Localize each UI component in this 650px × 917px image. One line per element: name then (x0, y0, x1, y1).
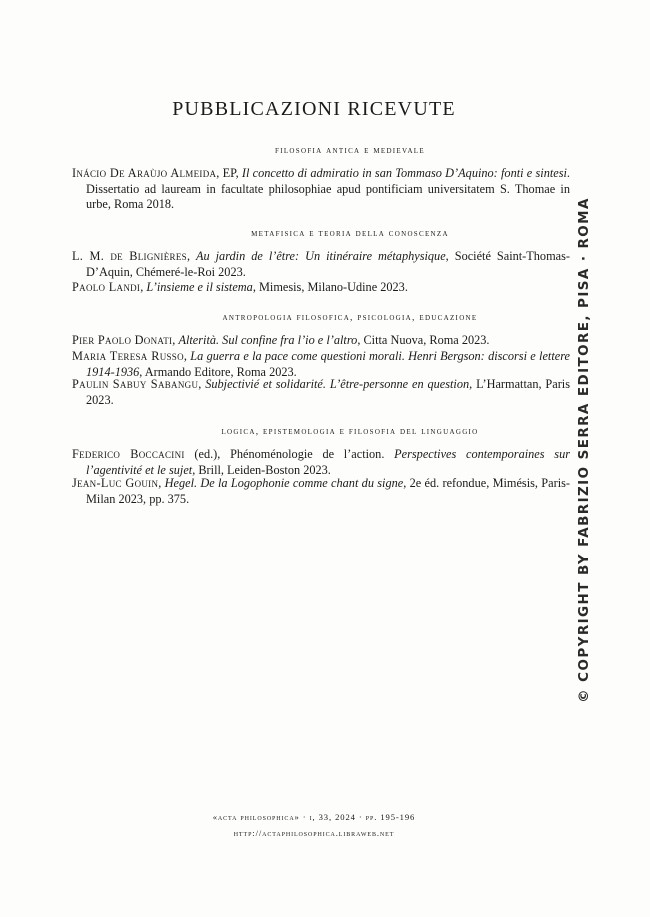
section-heading-logic: logica, epistemologia e filosofia del linguaggio (221, 427, 479, 437)
author-name: Paulin Sabuy Sabangu (72, 377, 199, 391)
author-name: Jean-Luc Gouin (72, 476, 159, 490)
list-item: L. M. de Blignières, Au jardin de l’être: Un itinéraire métaphysique, Société Saint-Thomas-D’Aquin, Chémeré-le-Roi 2023. (72, 249, 570, 279)
author-name: Federico Boccacini (72, 447, 185, 461)
book-title: Perspectives contemporaines sur l’agentivité et le sujet (86, 447, 570, 477)
author-name: Maria Teresa Russo (72, 349, 184, 363)
journal-url: http://actaphilosophica.libraweb.net (233, 828, 395, 838)
book-title: La guerra e la pace come questioni morali. Henri Bergson: discorsi e lettere 1914-1936 (86, 349, 570, 379)
author-name: Pier Paolo Donati (72, 333, 173, 347)
book-title: Hegel. De la Logophonie comme chant du signe (164, 476, 404, 490)
book-title: Subjectivié et solidarité. L’être-personne en question (205, 377, 470, 391)
list-item: Maria Teresa Russo, La guerra e la pace come questioni morali. Henri Bergson: discorsi e lettere 1914-1936, Armando Editore, Roma 2023. (72, 349, 570, 379)
list-item: Inácio De Araùjo Almeida, EP, Il concetto di admiratio in san Tommaso D’Aquino: fonti e sintesi. Dissertatio ad lauream in facultate philosophiae apud pontificiam universitatem S. Thomae in urbe, Roma 2018. (72, 166, 570, 211)
list-item: Pier Paolo Donati, Alterità. Sul confine fra l’io e l’altro, Citta Nuova, Roma 2023. (72, 333, 490, 347)
section-heading-anthropology: antropologia filosofica, psicologia, educazione (222, 313, 478, 323)
book-title: Alterità. Sul confine fra l’io e l’altro (178, 333, 358, 347)
list-item: Jean-Luc Gouin, Hegel. De la Logophonie comme chant du signe, 2e éd. refondue, Mimésis, Paris-Milan 2023, pp. 375. (72, 476, 570, 506)
author-name: Inácio De Araùjo Almeida (72, 166, 217, 180)
list-item: Federico Boccacini (ed.), Phénoménologie de l’action. Perspectives contemporaines sur l’agentivité et le sujet, Brill, Leiden-Boston 2023. (72, 447, 570, 477)
journal-citation: «acta philosophica» · i, 33, 2024 · pp. 195-196 (212, 812, 416, 822)
list-item: Paolo Landi, L’insieme e il sistema, Mimesis, Milano-Udine 2023. (72, 280, 408, 294)
section-heading-metaphysics: metafisica e teoria della conoscenza (251, 229, 449, 239)
book-title: Il concetto di admiratio in san Tommaso D’Aquino: fonti e sintesi (241, 166, 567, 180)
author-name: L. M. de Blignières (72, 249, 187, 263)
author-name: Paolo Landi (72, 280, 141, 294)
list-item: Paulin Sabuy Sabangu, Subjectivié et solidarité. L’être-personne en question, L’Harmattan, Paris 2023. (72, 377, 571, 407)
book-title: L’insieme e il sistema (146, 280, 253, 294)
book-title: Au jardin de l’être: Un itinéraire métaphysique (196, 249, 446, 263)
section-heading-ancient-medieval: filosofia antica e medievale (275, 146, 425, 156)
copyright-notice: © COPYRIGHT BY FABRIZIO SERRA EDITORE, PISA · ROMA (576, 197, 592, 703)
page-title: PUBBLICAZIONI RICEVUTE (172, 98, 456, 120)
